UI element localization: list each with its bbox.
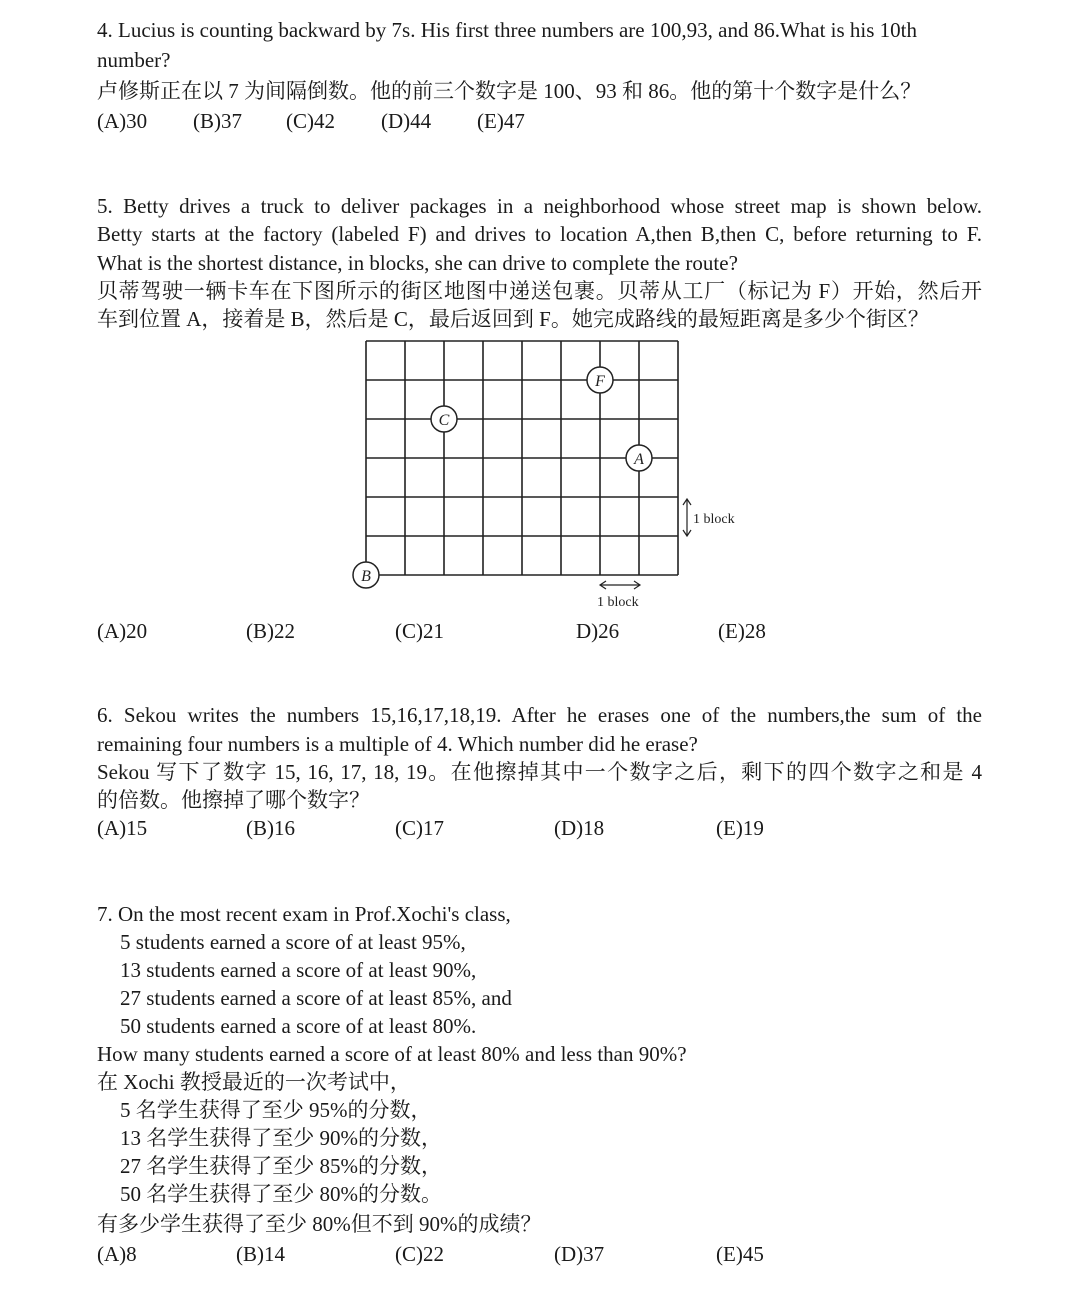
q4-option-d: (D)44 — [381, 109, 432, 133]
q7-option-c: (C)22 — [395, 1242, 444, 1266]
q4-text-zh: 卢修斯正在以 7 为间隔倒数。他的前三个数字是 100、93 和 86。他的第十个数字是什么？ — [97, 79, 922, 103]
q6-option-a: (A)15 — [97, 816, 148, 840]
q7-item-zh-3: 27 名学生获得了至少 85%的分数， — [120, 1154, 442, 1178]
q5-option-d: D)26 — [576, 619, 620, 643]
q5-text-zh-line1: 贝蒂驾驶一辆卡车在下图所示的街区地图中递送包裹。贝蒂从工厂（标记为 F）开始，然后开 — [97, 279, 982, 303]
q6-text-en-line2: remaining four numbers is a multiple of 4. Which number did he erase? — [97, 732, 698, 756]
q7-option-a: (A)8 — [97, 1242, 137, 1266]
q7-item-en-4: 50 students earned a score of at least 80%. — [120, 1014, 477, 1038]
vertical-scale — [683, 499, 735, 536]
horizontal-scale-label: 1 block — [597, 595, 639, 610]
q6-option-c: (C)17 — [395, 816, 444, 840]
q7-item-zh-1: 5 名学生获得了至少 95%的分数， — [120, 1098, 432, 1122]
q6-option-d: (D)18 — [554, 816, 605, 840]
q7-option-b: (B)14 — [236, 1242, 285, 1266]
horizontal-scale — [597, 581, 640, 610]
q7-item-en-3: 27 students earned a score of at least 85%, and — [120, 986, 512, 1010]
q5-text-en-line3: What is the shortest distance, in blocks, she can drive to complete the route? — [97, 251, 738, 275]
q6-option-b: (B)16 — [246, 816, 295, 840]
q5-text-zh-line2: 车到位置 A，接着是 B，然后是 C，最后返回到 F。她完成路线的最短距离是多少个街区？ — [97, 307, 929, 331]
q7-item-zh-2: 13 名学生获得了至少 90%的分数， — [120, 1126, 442, 1150]
q6-text-zh-line1: Sekou 写下了数字 15, 16, 17, 18, 19。在他擦掉其中一个数字之后，剩下的四个数字之和是 4 — [97, 760, 982, 784]
q7-option-e: (E)45 — [716, 1242, 764, 1266]
map-points — [353, 367, 652, 588]
q4-option-a: (A)30 — [97, 109, 148, 133]
q5-option-b: (B)22 — [246, 619, 295, 643]
q5-option-a: (A)20 — [97, 619, 148, 643]
q4-option-c: (C)42 — [286, 109, 335, 133]
q7-intro-zh: 在 Xochi 教授最近的一次考试中， — [97, 1070, 411, 1094]
map-point-b-label: B — [361, 568, 371, 585]
q7-question-zh: 有多少学生获得了至少 80%但不到 90%的成绩？ — [97, 1212, 542, 1236]
q7-question-en: How many students earned a score of at least 80% and less than 90%? — [97, 1042, 687, 1066]
vertical-scale-label: 1 block — [693, 512, 735, 527]
street-map-diagram — [345, 335, 765, 615]
q4-option-b: (B)37 — [193, 109, 242, 133]
q7-option-d: (D)37 — [554, 1242, 605, 1266]
map-point-c-label: C — [438, 412, 450, 429]
q7-intro-en: 7. On the most recent exam in Prof.Xochi's class, — [97, 902, 511, 926]
q4-option-e: (E)47 — [477, 109, 525, 133]
q6-text-en-line1: 6. Sekou writes the numbers 15,16,17,18,19. After he erases one of the numbers,the sum of the — [97, 703, 982, 727]
q5-text-en-line2: Betty starts at the factory (labeled F) and drives to location A,then B,then C, before returning to F. — [97, 222, 982, 246]
q4-text-en-line1: 4. Lucius is counting backward by 7s. His first three numbers are 100,93, and 86.What is his 10th — [97, 18, 918, 42]
q6-text-zh-line2: 的倍数。他擦掉了哪个数字？ — [97, 788, 370, 812]
q7-item-zh-4: 50 名学生获得了至少 80%的分数。 — [120, 1182, 442, 1206]
q6-option-e: (E)19 — [716, 816, 764, 840]
q7-item-en-1: 5 students earned a score of at least 95%, — [120, 930, 466, 954]
q5-option-e: (E)28 — [718, 619, 766, 643]
map-point-a-label: A — [634, 451, 644, 468]
q4-text-en-line2: number? — [97, 48, 171, 72]
map-point-f-label: F — [595, 373, 605, 390]
q5-option-c: (C)21 — [395, 619, 444, 643]
q5-text-en-line1: 5. Betty drives a truck to deliver packages in a neighborhood whose street map is shown below. — [97, 194, 982, 218]
q7-item-en-2: 13 students earned a score of at least 90%, — [120, 958, 477, 982]
